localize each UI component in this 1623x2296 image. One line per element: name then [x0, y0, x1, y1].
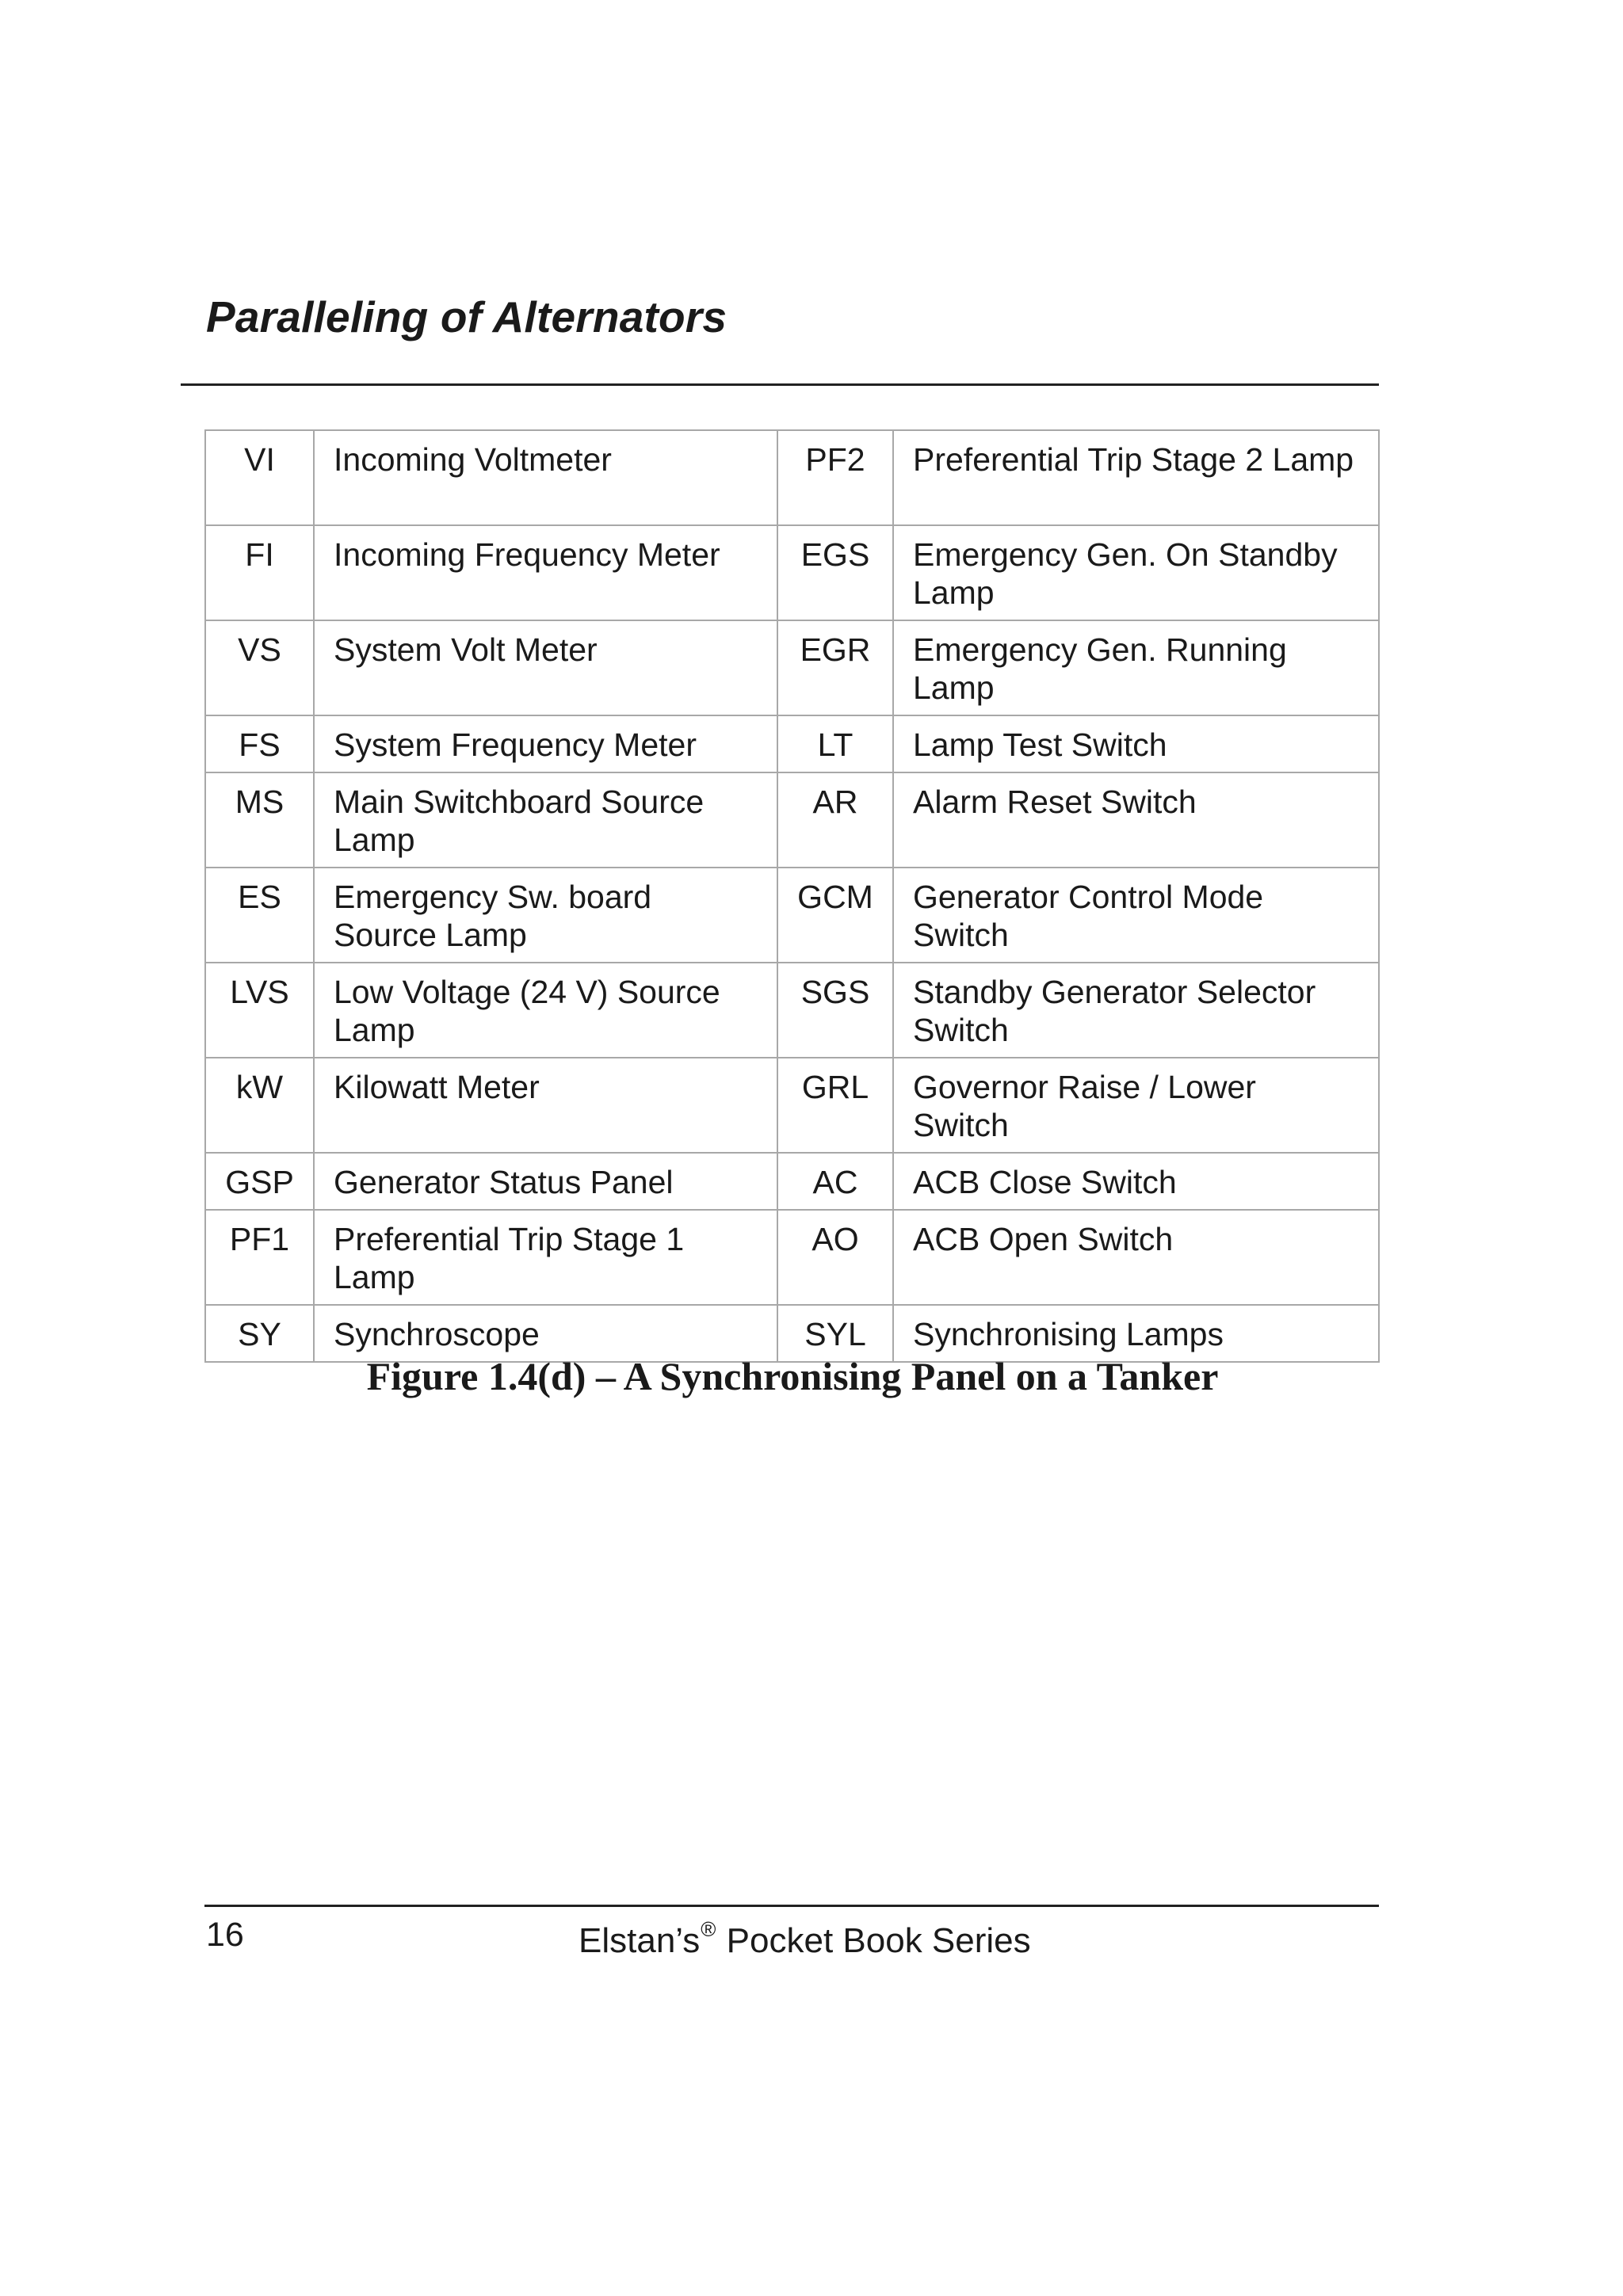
- series-name-pre: Elstan’s: [579, 1921, 701, 1960]
- abbreviation-cell: GSP: [205, 1153, 314, 1210]
- description-cell: Lamp Test Switch: [893, 715, 1379, 772]
- description-cell: Low Voltage (24 V) Source Lamp: [314, 963, 777, 1058]
- table-row: [205, 1210, 1379, 1305]
- description-cell: Generator Control Mode Switch: [893, 868, 1379, 963]
- description-cell: Emergency Gen. On Standby Lamp: [893, 525, 1379, 620]
- registered-mark: ®: [701, 1917, 716, 1941]
- abbreviation-cell: VS: [205, 620, 314, 715]
- description-cell: Kilowatt Meter: [314, 1058, 777, 1153]
- figure-caption: Figure 1.4(d) – A Synchronising Panel on a Tanker: [366, 1354, 1219, 1398]
- book-series-title: [579, 1917, 1031, 1961]
- page-number: 16: [206, 1916, 244, 1954]
- footer-divider: [204, 1905, 1379, 1907]
- abbreviation-cell: EGR: [777, 620, 893, 715]
- description-cell: Alarm Reset Switch: [893, 772, 1379, 868]
- abbreviation-cell: FS: [205, 715, 314, 772]
- table-row: [205, 430, 1379, 525]
- abbreviation-cell: VI: [205, 430, 314, 525]
- description-cell: ACB Close Switch: [893, 1153, 1379, 1210]
- abbreviation-cell: LVS: [205, 963, 314, 1058]
- table-row: [205, 868, 1379, 963]
- abbreviation-cell: MS: [205, 772, 314, 868]
- description-cell: Incoming Voltmeter: [314, 430, 777, 525]
- abbreviation-cell: kW: [205, 1058, 314, 1153]
- abbreviation-cell: AC: [777, 1153, 893, 1210]
- description-cell: Generator Status Panel: [314, 1153, 777, 1210]
- table-row: [205, 1153, 1379, 1210]
- description-cell: Preferential Trip Stage 2 Lamp: [893, 430, 1379, 525]
- description-cell: Preferential Trip Stage 1 Lamp: [314, 1210, 777, 1305]
- abbreviation-cell: SGS: [777, 963, 893, 1058]
- description-cell: Governor Raise / Lower Switch: [893, 1058, 1379, 1153]
- abbreviation-cell: EGS: [777, 525, 893, 620]
- description-cell: Emergency Gen. Running Lamp: [893, 620, 1379, 715]
- abbreviation-cell: SYL: [777, 1305, 893, 1362]
- description-cell: System Frequency Meter: [314, 715, 777, 772]
- description-cell: Main Switchboard Source Lamp: [314, 772, 777, 868]
- abbreviation-cell: LT: [777, 715, 893, 772]
- abbreviation-cell: GCM: [777, 868, 893, 963]
- description-cell: System Volt Meter: [314, 620, 777, 715]
- table-row: [205, 963, 1379, 1058]
- table-row: [205, 1058, 1379, 1153]
- table-row: [205, 715, 1379, 772]
- description-cell: Emergency Sw. board Source Lamp: [314, 868, 777, 963]
- abbreviation-cell: PF2: [777, 430, 893, 525]
- table-row: [205, 772, 1379, 868]
- description-cell: ACB Open Switch: [893, 1210, 1379, 1305]
- legend-table: [204, 429, 1380, 1363]
- header-divider: [181, 383, 1379, 386]
- abbreviation-cell: AR: [777, 772, 893, 868]
- abbreviation-cell: AO: [777, 1210, 893, 1305]
- series-name-post: Pocket Book Series: [716, 1921, 1031, 1960]
- abbreviation-cell: FI: [205, 525, 314, 620]
- abbreviation-cell: SY: [205, 1305, 314, 1362]
- description-cell: Standby Generator Selector Switch: [893, 963, 1379, 1058]
- description-cell: Synchronising Lamps: [893, 1305, 1379, 1362]
- abbreviation-cell: GRL: [777, 1058, 893, 1153]
- table-row: [205, 620, 1379, 715]
- table-row: [205, 525, 1379, 620]
- page-title: Paralleling of Alternators: [206, 292, 727, 341]
- abbreviation-cell: ES: [205, 868, 314, 963]
- description-cell: Incoming Frequency Meter: [314, 525, 777, 620]
- abbreviation-cell: PF1: [205, 1210, 314, 1305]
- description-cell: Synchroscope: [314, 1305, 777, 1362]
